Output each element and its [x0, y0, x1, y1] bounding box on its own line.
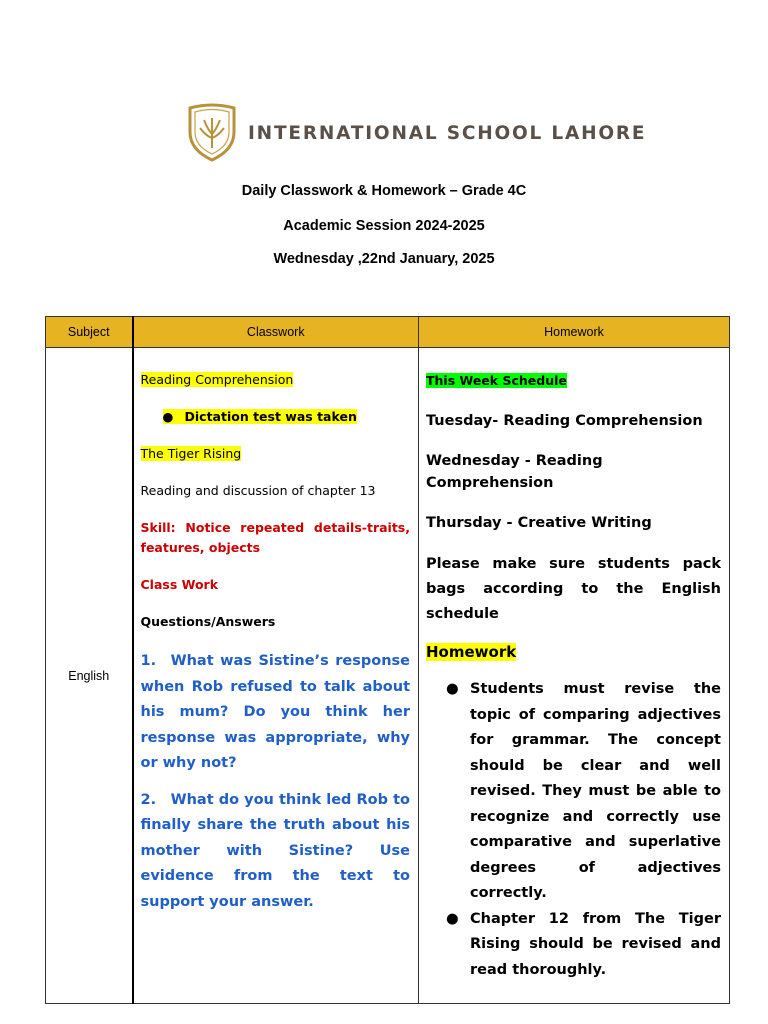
question-1: 1. What was Sistine’s response when Rob refused to talk about his mum? Do you think her response was appropriate, why or why not?	[140, 653, 410, 771]
pack-bags-note: Please make sure students pack bags according to the English schedule	[426, 556, 721, 622]
column-header-subject: Subject	[46, 317, 133, 348]
date-line: Wednesday ,22nd January, 2025	[273, 251, 495, 267]
school-logo	[186, 102, 646, 164]
homework-list	[426, 677, 721, 983]
skill-text: Skill: Notice repeated details-traits, features, objects	[140, 520, 410, 555]
tiger-rising-heading: The Tiger Rising	[140, 446, 242, 461]
questions-answers-label: Questions/Answers	[140, 614, 276, 629]
classwork-cell	[133, 348, 419, 1004]
table-header-row	[46, 317, 730, 348]
schedule-table	[45, 316, 730, 1004]
week-schedule-heading: This Week Schedule	[426, 373, 567, 388]
schedule-tuesday: Tuesday- Reading Comprehension	[426, 413, 703, 429]
schedule-wednesday: Wednesday - Reading Comprehension	[426, 453, 603, 491]
bullet-dot-icon: ●	[446, 681, 459, 697]
schedule-thursday: Thursday - Creative Writing	[426, 515, 652, 531]
shield-crest-icon	[186, 102, 238, 164]
homework-bullet-2: Chapter 12 from The Tiger Rising should be revised and read thoroughly.	[470, 910, 721, 978]
reading-discussion-text: Reading and discussion of chapter 13	[140, 483, 376, 498]
academic-session: Academic Session 2024-2025	[283, 218, 485, 234]
bullet-dot-icon: ●	[446, 910, 459, 927]
homework-cell	[419, 348, 730, 1004]
page-title: Daily Classwork & Homework – Grade 4C	[241, 183, 527, 199]
school-name: INTERNATIONAL SCHOOL LAHORE	[248, 122, 647, 144]
column-header-classwork: Classwork	[133, 317, 419, 348]
reading-comprehension-heading: Reading Comprehension	[140, 372, 294, 387]
bullet-dot-icon: ●	[162, 409, 174, 424]
homework-bullet-1: Students must revise the topic of comparing adjectives for grammar. The concept should be clear and well revised. They must be able to recognize and correctly use comparative and superlative degrees of adjectives correctly.	[470, 681, 721, 901]
dictation-bullet: Dictation test was taken	[184, 409, 357, 424]
subject-cell: English	[46, 348, 133, 1004]
column-header-homework: Homework	[419, 317, 730, 348]
class-work-label: Class Work	[140, 577, 219, 592]
list-item	[426, 677, 721, 907]
table-row	[46, 348, 730, 1004]
homework-heading: Homework	[426, 643, 517, 661]
list-item	[426, 907, 721, 984]
question-2: 2. What do you think led Rob to finally share the truth about his mother with Sistine? Use evidence from the text to support your answer.	[140, 791, 410, 910]
